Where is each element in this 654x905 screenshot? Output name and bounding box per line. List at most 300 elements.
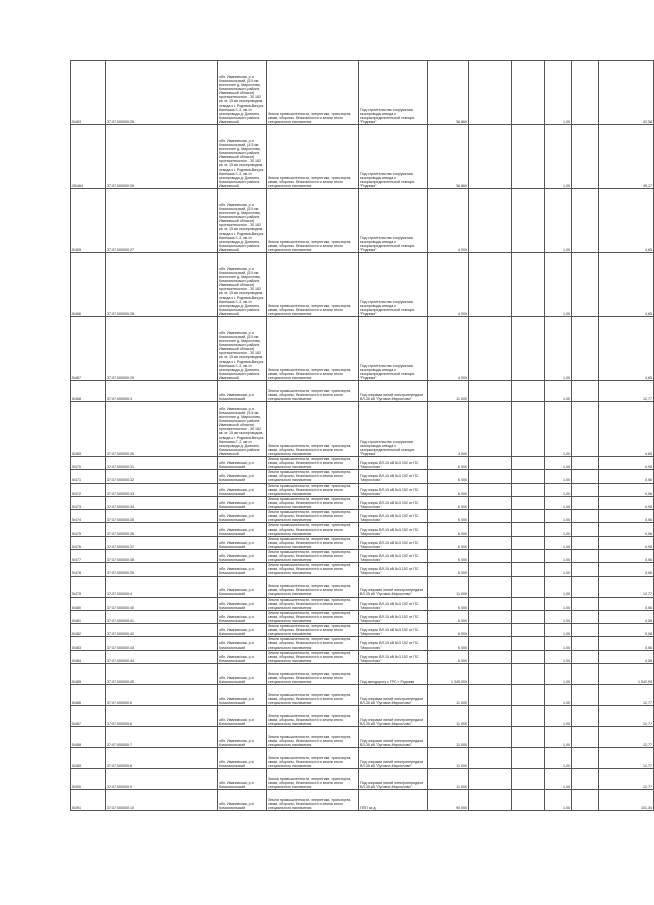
empty-cell	[512, 650, 545, 663]
address-cell: обл. Ивановская, р-н Комсомольский	[218, 563, 267, 576]
address-cell: обл. Ивановская, р-н Комсомольский	[218, 457, 267, 470]
row-index-cell: 5/472	[71, 483, 106, 496]
empty-cell	[572, 536, 599, 549]
cadastral-number-cell: 37:07:000000:37	[106, 536, 218, 549]
amount-cell: 4,65	[599, 402, 654, 457]
permitted-use-cell: Под опоры ВЛ-10 кВ №3 152 от ПС "Мирослово"	[359, 597, 428, 610]
land-category-cell: Земли промышленности, энергетики, транспорта, связи, обороны, безопасности и земли иного специального назначения	[267, 610, 359, 623]
cadastral-number-cell: 37:07:000000:40	[106, 597, 218, 610]
area-cell: 6 000	[428, 510, 469, 523]
table-row	[71, 510, 654, 523]
empty-cell	[512, 684, 545, 705]
area-cell: 6 000	[428, 650, 469, 663]
table-row	[71, 684, 654, 705]
empty-cell	[572, 496, 599, 509]
permitted-use-cell: Под строительство сооружения газопровода-отвода к газораспределительной станции "Родники"	[359, 253, 428, 317]
land-category-cell: Земли промышленности, энергетики, транспорта, связи, обороны, безопасности и земли иного специального назначения	[267, 563, 359, 576]
empty-cell	[572, 610, 599, 623]
cadastral-number-cell: 37:07:000000:43	[106, 637, 218, 650]
permitted-use-cell: Под опорами линий электропередачи ВЛ-35 кВ "Луговое-Мирослово"	[359, 381, 428, 402]
row-index-cell: 5/474	[71, 510, 106, 523]
table-row	[71, 402, 654, 457]
row-index-cell: 5/483	[71, 637, 106, 650]
table-row	[71, 381, 654, 402]
area-cell: 4 000	[428, 253, 469, 317]
empty-cell	[512, 253, 545, 317]
land-registry-table-sheet	[70, 60, 652, 811]
amount-cell: 0,06	[599, 496, 654, 509]
row-index-cell: 5/479	[71, 576, 106, 597]
empty-cell	[469, 189, 512, 253]
address-cell: обл. Ивановская, р-н Комсомольский, (5.5 км восточнее д. Мирослово, Комсомольского района Ивановской области) протяженностью - 30 182 кв. м; 15 км газопроводом-отвода к г. Родники-Вичуга-Кинешма-Г.-2, км от газопровода д. Доннино, Комсомольского района Ивановской	[218, 189, 267, 253]
empty-cell	[469, 610, 512, 623]
coefficient-cell: 1,00	[545, 663, 572, 684]
address-cell: обл. Ивановская, р-н Комсомольский	[218, 549, 267, 562]
permitted-use-cell: Под строительство сооружения газопровода-отвода к газораспределительной станции "Родники"	[359, 317, 428, 381]
coefficient-cell: 1,00	[545, 510, 572, 523]
land-category-cell: Земли промышленности, энергетики, транспорта, связи, обороны, безопасности и земли иного специального назначения	[267, 726, 359, 747]
land-category-cell: Земли промышленности, энергетики, транспорта, связи, обороны, безопасности и земли иного специального назначения	[267, 457, 359, 470]
permitted-use-cell: Под строительство сооружения газопровода-отвода к газораспределительной станции "Родники"	[359, 402, 428, 457]
empty-cell	[572, 189, 599, 253]
table-body	[71, 61, 654, 811]
amount-cell: 4,65	[599, 253, 654, 317]
coefficient-cell: 1,00	[545, 789, 572, 810]
empty-cell	[512, 610, 545, 623]
empty-cell	[469, 747, 512, 768]
empty-cell	[469, 381, 512, 402]
cadastral-number-cell: 37:07:000000:9	[106, 768, 218, 789]
empty-cell	[572, 597, 599, 610]
land-category-cell: Земли промышленности, энергетики, транспорта, связи, обороны, безопасности и земли иного специального назначения	[267, 789, 359, 810]
area-cell: 11 000	[428, 747, 469, 768]
row-index-cell: 5/466	[71, 253, 106, 317]
coefficient-cell: 1,00	[545, 523, 572, 536]
area-cell: 11 000	[428, 684, 469, 705]
amount-cell: 0,06	[599, 457, 654, 470]
empty-cell	[512, 597, 545, 610]
row-index-cell: 5/490	[71, 768, 106, 789]
land-category-cell: Земли промышленности, энергетики, транспорта, связи, обороны, безопасности и земли иного специального назначения	[267, 381, 359, 402]
empty-cell	[572, 483, 599, 496]
row-index-cell: 5/485	[71, 663, 106, 684]
row-index-cell: 5/486	[71, 684, 106, 705]
table-row	[71, 597, 654, 610]
empty-cell	[512, 747, 545, 768]
amount-cell: 0,06	[599, 563, 654, 576]
table-row	[71, 705, 654, 726]
row-index-cell: 5/484	[71, 650, 106, 663]
amount-cell: 0,06	[599, 536, 654, 549]
permitted-use-cell: Под опоры ВЛ-10 кВ №3 152 от ПС "Мирослово"	[359, 523, 428, 536]
address-cell: обл. Ивановская, р-н Комсомольский	[218, 510, 267, 523]
permitted-use-cell: Под строительство сооружения газопровода-отвода к газораспределительной станции "Родники"	[359, 189, 428, 253]
empty-cell	[512, 483, 545, 496]
amount-cell: 0,06	[599, 549, 654, 562]
land-category-cell: Земли промышленности, энергетики, транспорта, связи, обороны, безопасности и земли иного специального назначения	[267, 470, 359, 483]
permitted-use-cell: Под опорами линий электропередачи ВЛ-35 кВ "Луговое-Мирослово"	[359, 747, 428, 768]
empty-cell	[469, 663, 512, 684]
empty-cell	[512, 576, 545, 597]
permitted-use-cell: Под опорами линий электропередачи ВЛ-35 кВ "Луговое-Мирослово"	[359, 768, 428, 789]
row-index-cell: 5/489	[71, 747, 106, 768]
address-cell: обл. Ивановская, р-н Комсомольский	[218, 789, 267, 810]
land-category-cell: Земли промышленности, энергетики, транспорта, связи, обороны, безопасности и земли иного специального назначения	[267, 253, 359, 317]
area-cell: 11 000	[428, 381, 469, 402]
empty-cell	[512, 381, 545, 402]
table-row	[71, 125, 654, 189]
empty-cell	[512, 637, 545, 650]
empty-cell	[572, 624, 599, 637]
land-category-cell: Земли промышленности, энергетики, транспорта, связи, обороны, безопасности и земли иного специального назначения	[267, 483, 359, 496]
area-cell: 36 860	[428, 125, 469, 189]
table-row	[71, 637, 654, 650]
amount-cell: 0,06	[599, 650, 654, 663]
amount-cell: 12,77	[599, 768, 654, 789]
cadastral-number-cell: 37:07:000000:28	[106, 253, 218, 317]
coefficient-cell: 1,00	[545, 189, 572, 253]
address-cell: обл. Ивановская, р-н Комсомольский, (5.5 км восточнее д. Мирослово, Комсомольского района Ивановской области) протяженностью - 30 182 кв. м; 15 км газопроводом-отвода к г. Родники-Вичуга-Кинешма-Г.-2, км от газопровода д. Доннино, Комсомольского района Ивановской	[218, 317, 267, 381]
cadastral-number-cell: 37:07:000000:39	[106, 125, 218, 189]
table-row	[71, 457, 654, 470]
empty-cell	[469, 402, 512, 457]
cadastral-number-cell: 37:07:000000:29	[106, 317, 218, 381]
permitted-use-cell: ППП за д.	[359, 789, 428, 810]
area-cell: 6 000	[428, 624, 469, 637]
row-index-cell: 5/488	[71, 726, 106, 747]
area-cell: 11 000	[428, 768, 469, 789]
cadastral-number-cell: 37:07:000000:41	[106, 610, 218, 623]
row-index-cell: 5/478	[71, 563, 106, 576]
address-cell: обл. Ивановская, р-н Комсомольский	[218, 523, 267, 536]
address-cell: обл. Ивановская, р-н Комсомольский, (5.5 км восточнее д. Мирослово, Комсомольского района Ивановской области) протяженностью - 30 182 кв. м; 15 км газопроводом-отвода к г. Родники-Вичуга-Кинешма-Г.-2, км от газопровода д. Доннино, Комсомольского района Ивановской	[218, 61, 267, 125]
amount-cell: 49,17	[599, 125, 654, 189]
amount-cell: 12,77	[599, 705, 654, 726]
empty-cell	[469, 549, 512, 562]
empty-cell	[512, 549, 545, 562]
coefficient-cell: 1,00	[545, 317, 572, 381]
permitted-use-cell: Под опорами линий электропередачи ВЛ-35 кВ "Луговое-Мирослово"	[359, 726, 428, 747]
empty-cell	[512, 768, 545, 789]
empty-cell	[512, 402, 545, 457]
coefficient-cell: 1,00	[545, 705, 572, 726]
cadastral-number-cell: 37:07:000000:31	[106, 457, 218, 470]
coefficient-cell: 1,00	[545, 726, 572, 747]
address-cell: обл. Ивановская, р-н Комсомольский	[218, 747, 267, 768]
empty-cell	[469, 563, 512, 576]
coefficient-cell: 1,00	[545, 125, 572, 189]
address-cell: обл. Ивановская, р-н Комсомольский	[218, 637, 267, 650]
permitted-use-cell: Под опорами линий электропередачи ВЛ-35 кВ "Луговое-Мирослово"	[359, 684, 428, 705]
table-row	[71, 61, 654, 125]
row-index-cell: 5/482	[71, 624, 106, 637]
row-index-cell: 5/465	[71, 189, 106, 253]
area-cell: 6 000	[428, 483, 469, 496]
coefficient-cell: 1,00	[545, 536, 572, 549]
empty-cell	[572, 510, 599, 523]
permitted-use-cell: Под опоры ВЛ-10 кВ №3 152 от ПС "Мирослово"	[359, 536, 428, 549]
address-cell: обл. Ивановская, р-н Комсомольский	[218, 496, 267, 509]
area-cell: 11 000	[428, 726, 469, 747]
empty-cell	[572, 768, 599, 789]
empty-cell	[572, 576, 599, 597]
empty-cell	[469, 597, 512, 610]
cadastral-number-cell: 37:07:000000:44	[106, 650, 218, 663]
amount-cell: 0,06	[599, 610, 654, 623]
coefficient-cell: 1,00	[545, 402, 572, 457]
table-row	[71, 663, 654, 684]
empty-cell	[512, 663, 545, 684]
permitted-use-cell: Под опорами линий электропередачи ВЛ-35 кВ "Луговое-Мирослово"	[359, 705, 428, 726]
empty-cell	[572, 317, 599, 381]
cadastral-number-cell: 37:07:000000:7	[106, 726, 218, 747]
empty-cell	[469, 576, 512, 597]
table-row	[71, 483, 654, 496]
amount-cell: 42,58	[599, 61, 654, 125]
area-cell: 6 000	[428, 523, 469, 536]
cadastral-number-cell: 37:07:000000:36	[106, 523, 218, 536]
empty-cell	[469, 317, 512, 381]
cadastral-number-cell: 37:07:000000:26	[106, 61, 218, 125]
coefficient-cell: 1,00	[545, 624, 572, 637]
permitted-use-cell: Под опоры ВЛ-10 кВ №3 152 от ПС "Мирослово"	[359, 483, 428, 496]
area-cell: 6 000	[428, 610, 469, 623]
row-index-cell: 5/473	[71, 496, 106, 509]
empty-cell	[512, 726, 545, 747]
empty-cell	[572, 726, 599, 747]
table-row	[71, 747, 654, 768]
empty-cell	[469, 684, 512, 705]
address-cell: обл. Ивановская, р-н Комсомольский	[218, 650, 267, 663]
area-cell: 6 000	[428, 549, 469, 562]
amount-cell: 12,77	[599, 576, 654, 597]
address-cell: обл. Ивановская, р-н Комсомольский	[218, 483, 267, 496]
empty-cell	[469, 483, 512, 496]
table-row	[71, 610, 654, 623]
cadastral-number-cell: 37:07:000000:34	[106, 496, 218, 509]
cadastral-number-cell: 37:07:000000:6	[106, 705, 218, 726]
empty-cell	[469, 61, 512, 125]
cadastral-number-cell: 37:07:000000:10	[106, 789, 218, 810]
empty-cell	[469, 624, 512, 637]
row-index-cell: 5/481	[71, 610, 106, 623]
coefficient-cell: 1,00	[545, 650, 572, 663]
empty-cell	[572, 563, 599, 576]
empty-cell	[572, 523, 599, 536]
amount-cell: 1 542,00	[599, 663, 654, 684]
address-cell: обл. Ивановская, р-н Комсомольский	[218, 726, 267, 747]
land-registry-table	[70, 60, 654, 811]
coefficient-cell: 1,00	[545, 747, 572, 768]
empty-cell	[512, 705, 545, 726]
area-cell: 11 000	[428, 705, 469, 726]
empty-cell	[512, 523, 545, 536]
table-row	[71, 496, 654, 509]
permitted-use-cell: Под опоры ВЛ-10 кВ №3 152 от ПС "Мирослово"	[359, 563, 428, 576]
address-cell: обл. Ивановская, р-н Комсомольский	[218, 610, 267, 623]
table-row	[71, 789, 654, 810]
empty-cell	[572, 457, 599, 470]
row-index-cell: 5/477	[71, 549, 106, 562]
permitted-use-cell: Под опоры ВЛ-10 кВ №3 152 от ПС "Мирослово"	[359, 496, 428, 509]
row-index-cell: 5/468	[71, 381, 106, 402]
permitted-use-cell: Под строительство сооружения газопровода-отвода к газораспределительной станции "Родники"	[359, 61, 428, 125]
empty-cell	[572, 549, 599, 562]
empty-cell	[572, 470, 599, 483]
empty-cell	[469, 637, 512, 650]
area-cell: 6 000	[428, 470, 469, 483]
land-category-cell: Земли промышленности, энергетики, транспорта, связи, обороны, безопасности и земли иного специального назначения	[267, 705, 359, 726]
empty-cell	[572, 650, 599, 663]
table-row	[71, 624, 654, 637]
land-category-cell: Земли промышленности, энергетики, транспорта, связи, обороны, безопасности и земли иного специального назначения	[267, 510, 359, 523]
cadastral-number-cell: 37:07:000000:5	[106, 684, 218, 705]
empty-cell	[572, 253, 599, 317]
cadastral-number-cell: 37:07:000000:4	[106, 576, 218, 597]
table-row	[71, 549, 654, 562]
table-row	[71, 536, 654, 549]
land-category-cell: Земли промышленности, энергетики, транспорта, связи, обороны, безопасности и земли иного специального назначения	[267, 189, 359, 253]
cadastral-number-cell: 37:07:000000:45	[106, 663, 218, 684]
row-index-cell: 5/476	[71, 536, 106, 549]
empty-cell	[469, 510, 512, 523]
amount-cell: 0,06	[599, 523, 654, 536]
empty-cell	[512, 189, 545, 253]
empty-cell	[572, 61, 599, 125]
cadastral-number-cell: 37:07:000000:3	[106, 381, 218, 402]
empty-cell	[512, 789, 545, 810]
empty-cell	[512, 624, 545, 637]
land-category-cell: Земли промышленности, энергетики, транспорта, связи, обороны, безопасности и земли иного специального назначения	[267, 576, 359, 597]
permitted-use-cell: Под опоры ВЛ-10 кВ №3 152 от ПС "Мирослово"	[359, 610, 428, 623]
address-cell: обл. Ивановская, р-н Комсомольский	[218, 663, 267, 684]
row-index-cell: 5/469	[71, 402, 106, 457]
table-row	[71, 470, 654, 483]
land-category-cell: Земли промышленности, энергетики, транспорта, связи, обороны, безопасности и земли иного специального назначения	[267, 523, 359, 536]
amount-cell: 101,34	[599, 789, 654, 810]
coefficient-cell: 1,00	[545, 637, 572, 650]
row-index-cell: 5/467	[71, 317, 106, 381]
coefficient-cell: 1,00	[545, 253, 572, 317]
land-category-cell: Земли промышленности, энергетики, транспорта, связи, обороны, безопасности и земли иного специального назначения	[267, 768, 359, 789]
amount-cell: 4,65	[599, 317, 654, 381]
coefficient-cell: 1,00	[545, 470, 572, 483]
row-index-cell: 5/470	[71, 457, 106, 470]
row-index-cell: 5/480	[71, 597, 106, 610]
land-category-cell: Земли промышленности, энергетики, транспорта, связи, обороны, безопасности и земли иного специального назначения	[267, 597, 359, 610]
table-row	[71, 563, 654, 576]
address-cell: обл. Ивановская, р-н Комсомольский	[218, 705, 267, 726]
land-category-cell: Земли промышленности, энергетики, транспорта, связи, обороны, безопасности и земли иного специального назначения	[267, 536, 359, 549]
table-row	[71, 768, 654, 789]
address-cell: обл. Ивановская, р-н Комсомольский	[218, 768, 267, 789]
amount-cell: 0,06	[599, 470, 654, 483]
coefficient-cell: 1,00	[545, 496, 572, 509]
empty-cell	[572, 381, 599, 402]
cadastral-number-cell: 37:07:000000:35	[106, 510, 218, 523]
empty-cell	[469, 125, 512, 189]
amount-cell: 12,77	[599, 726, 654, 747]
cadastral-number-cell: 37:07:000000:33	[106, 483, 218, 496]
amount-cell: 4,65	[599, 189, 654, 253]
table-row	[71, 523, 654, 536]
cadastral-number-cell: 37:07:000000:27	[106, 189, 218, 253]
area-cell: 6 000	[428, 496, 469, 509]
area-cell: 6 000	[428, 597, 469, 610]
cadastral-number-cell: 37:07:000000:39	[106, 563, 218, 576]
address-cell: обл. Ивановская, р-н Комсомольский	[218, 536, 267, 549]
permitted-use-cell: Под опоры ВЛ-10 кВ №3 152 от ПС "Мирослово"	[359, 510, 428, 523]
address-cell: обл. Ивановская, р-н Комсомольский	[218, 576, 267, 597]
area-cell: 4 000	[428, 189, 469, 253]
permitted-use-cell: Под опоры ВЛ-10 кВ №3 152 от ПС "Мирослово"	[359, 470, 428, 483]
empty-cell	[572, 684, 599, 705]
land-category-cell: Земли промышленности, энергетики, транспорта, связи, обороны, безопасности и земли иного специального назначения	[267, 650, 359, 663]
permitted-use-cell: Под опоры ВЛ-10 кВ №3 152 от ПС "Мирослово"	[359, 457, 428, 470]
coefficient-cell: 1,00	[545, 563, 572, 576]
coefficient-cell: 1,00	[545, 457, 572, 470]
land-category-cell: Земли промышленности, энергетики, транспорта, связи, обороны, безопасности и земли иного специального назначения	[267, 61, 359, 125]
row-index-cell: 26/464	[71, 125, 106, 189]
empty-cell	[469, 470, 512, 483]
empty-cell	[469, 789, 512, 810]
cadastral-number-cell: 37:07:000000:8	[106, 747, 218, 768]
land-category-cell: Земли промышленности, энергетики, транспорта, связи, обороны, безопасности и земли иного специального назначения	[267, 663, 359, 684]
area-cell: 1 349 000	[428, 663, 469, 684]
empty-cell	[469, 726, 512, 747]
cadastral-number-cell: 37:07:000000:32	[106, 470, 218, 483]
empty-cell	[512, 317, 545, 381]
empty-cell	[512, 61, 545, 125]
empty-cell	[512, 510, 545, 523]
amount-cell: 0,06	[599, 483, 654, 496]
empty-cell	[469, 523, 512, 536]
coefficient-cell: 1,00	[545, 549, 572, 562]
coefficient-cell: 1,00	[545, 576, 572, 597]
row-index-cell: 5/475	[71, 523, 106, 536]
amount-cell: 0,06	[599, 510, 654, 523]
coefficient-cell: 1,00	[545, 684, 572, 705]
empty-cell	[469, 705, 512, 726]
address-cell: обл. Ивановская, р-н Комсомольский	[218, 597, 267, 610]
empty-cell	[572, 789, 599, 810]
land-category-cell: Земли промышленности, энергетики, транспорта, связи, обороны, безопасности и земли иного специального назначения	[267, 684, 359, 705]
empty-cell	[572, 402, 599, 457]
land-category-cell: Земли промышленности, энергетики, транспорта, связи, обороны, безопасности и земли иного специального назначения	[267, 747, 359, 768]
empty-cell	[469, 768, 512, 789]
permitted-use-cell: Под опоры ВЛ-10 кВ №3 152 от ПС "Мирослово"	[359, 624, 428, 637]
address-cell: обл. Ивановская, р-н Комсомольский	[218, 470, 267, 483]
empty-cell	[469, 536, 512, 549]
land-category-cell: Земли промышленности, энергетики, транспорта, связи, обороны, безопасности и земли иного специального назначения	[267, 549, 359, 562]
area-cell: 6 000	[428, 536, 469, 549]
area-cell: 6 000	[428, 637, 469, 650]
empty-cell	[512, 536, 545, 549]
coefficient-cell: 1,00	[545, 768, 572, 789]
empty-cell	[572, 747, 599, 768]
permitted-use-cell: Под опоры ВЛ-10 кВ №3 152 от ПС "Мирослово"	[359, 549, 428, 562]
area-cell: 90 000	[428, 789, 469, 810]
cadastral-number-cell: 37:07:000000:30	[106, 402, 218, 457]
table-row	[71, 189, 654, 253]
area-cell: 6 000	[428, 457, 469, 470]
address-cell: обл. Ивановская, р-н Комсомольский, (5.5 км восточнее д. Мирослово, Комсомольского района Ивановской области) протяженностью - 30 182 кв. м; 15 км газопроводом-отвода к г. Родники-Вичуга-Кинешма-Г.-2, км от газопровода д. Доннино, Комсомольского района Ивановской	[218, 402, 267, 457]
empty-cell	[572, 125, 599, 189]
row-index-cell: 5/463	[71, 61, 106, 125]
permitted-use-cell: Под автодорогу к ГРС г. Родники	[359, 663, 428, 684]
empty-cell	[572, 705, 599, 726]
empty-cell	[572, 663, 599, 684]
